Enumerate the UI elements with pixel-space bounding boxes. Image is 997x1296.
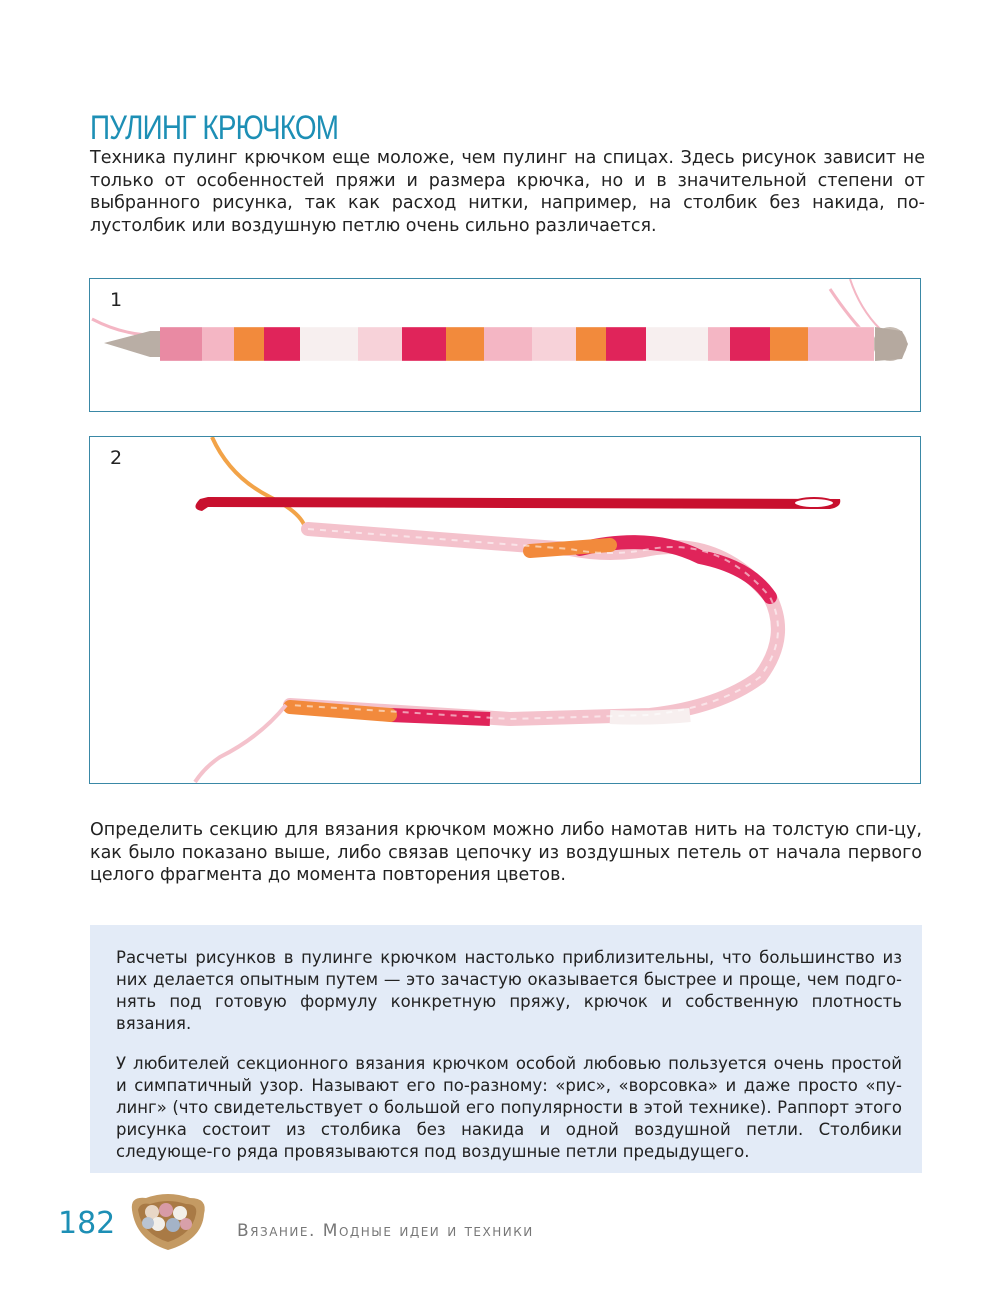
figure-2-crochet-chain [89, 436, 921, 784]
figure-number: 1 [110, 289, 123, 311]
page-title: ПУЛИНГ КРЮЧКОМ [90, 108, 339, 147]
crochet-chain-image [90, 437, 922, 785]
page-number: 182 [58, 1206, 116, 1241]
info-box [90, 925, 922, 1173]
body-paragraph: Определить секцию для вязания крючком можно либо намотав нить на толстую спи-цу, как было показано выше, либо связав цепочку из воздушных петель от начала первого целого фрагмента до момента повторения цветов. [90, 820, 922, 885]
book-title: Вязание. Модные идеи и техники [237, 1221, 534, 1241]
info-box-paragraph-1: Расчеты рисунков в пулинге крючком настолько приблизительны, что большинство из них делается опытным путем — это зачастую оказывается быстрее и проще, чем подго-нять под готовую формулу конкретную пряжу, крючок и собственную плотность вязания. [116, 948, 902, 1033]
intro-paragraph: Техника пулинг крючком еще моложе, чем пулинг на спицах. Здесь рисунок зависит не только от особенностей пряжи и размера крючка, но и в значительной степени от выбранного рисунка, так как расход нитки, например, на столбик без накида, по-лустолбик или воздушную петлю очень сильно различается. [90, 148, 925, 236]
yarn-basket-icon [126, 1190, 210, 1254]
info-box-paragraph-2: У любителей секционного вязания крючком особой любовью пользуется очень простой и симпатичный узор. Называют его по-разному: «рис», «ворсовка» и даже просто «пу-линг» (что свидетельствует о большой его популярности в этой технике). Раппорт этого рисунка состоит из столбика без накида и одной воздушной петли. Столбики следующе-го ряда провязываются под воздушные петли предыдущего. [116, 1054, 902, 1161]
figure-number: 2 [110, 447, 123, 469]
needle-with-yarn-image [90, 279, 922, 413]
wound-yarn [160, 327, 874, 361]
figure-1-wound-needle [89, 278, 921, 412]
